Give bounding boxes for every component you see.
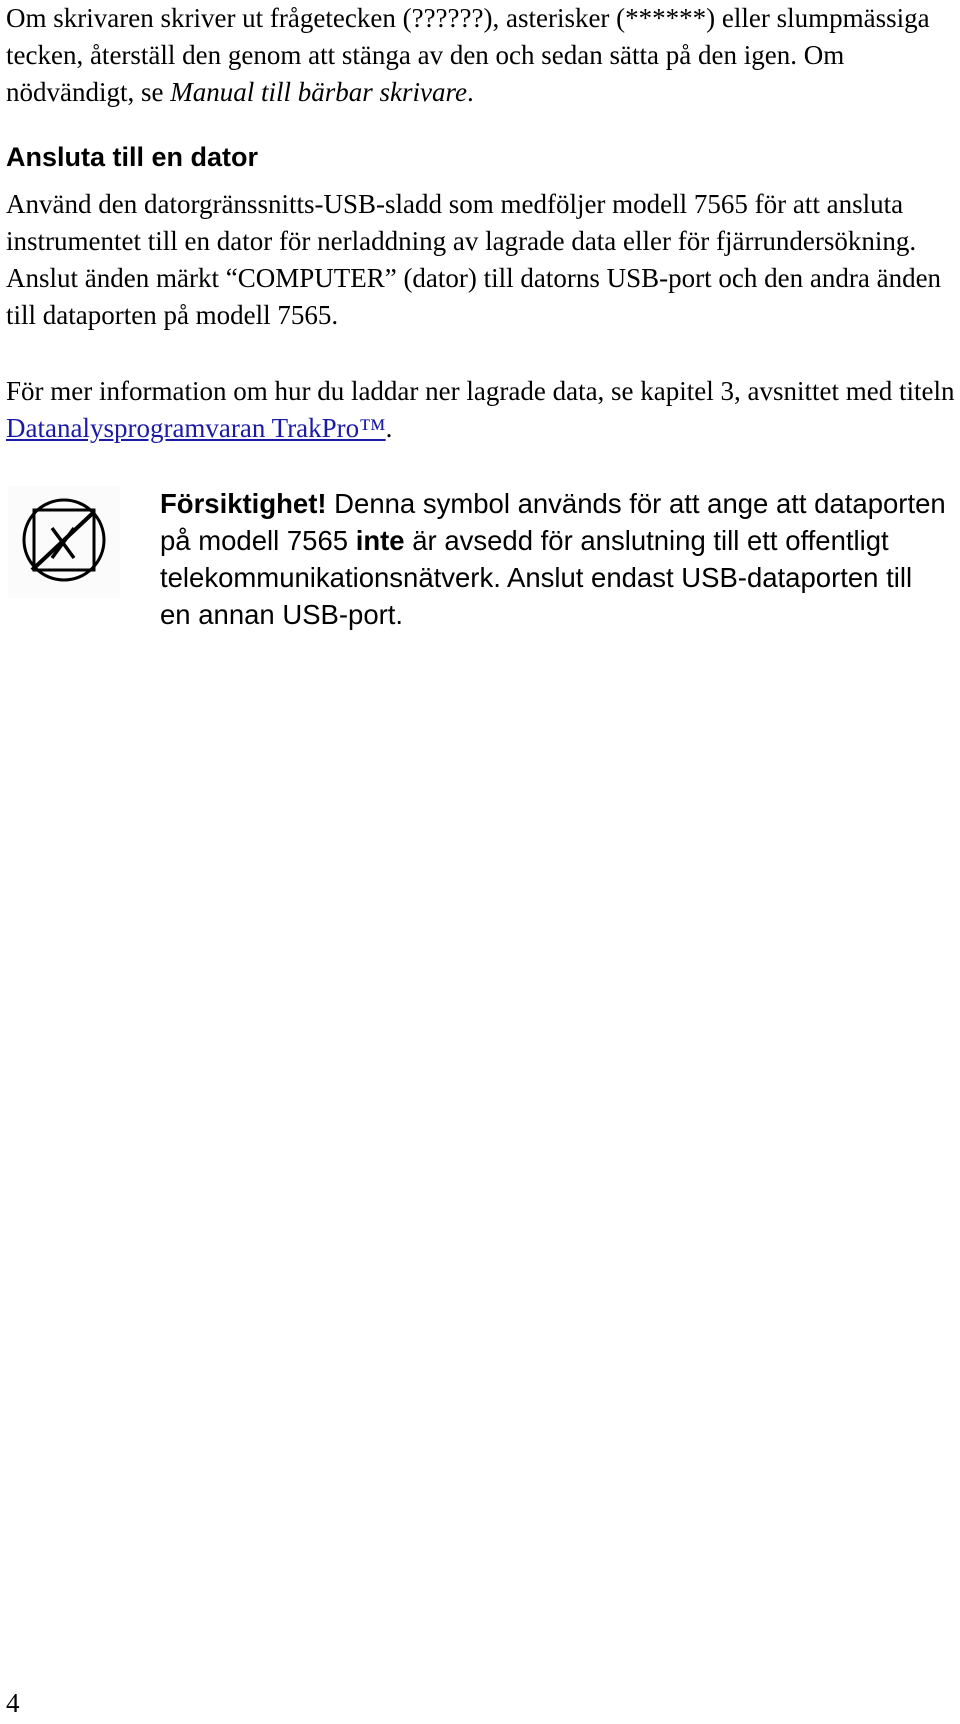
telecom-prohibited-icon — [8, 486, 120, 598]
connect-paragraph: Använd den datorgränssnitts-USB-sladd som medföljer modell 7565 för att ansluta instrumentet till en dator för nerladdning av lagrade data eller för fjärrundersökning. Anslut änden märkt “COMPUTER” (dator) till datorns USB-port och den andra änden till dataporten på modell 7565. — [6, 189, 942, 330]
page-number: 4 — [6, 1688, 20, 1718]
intro-text: Om skrivaren skriver ut frågetecken (??????), asterisker (******) eller slumpmässiga tecken, återställ den genom att stänga av den och sedan sätta på den igen. Om nödvändigt, se — [6, 3, 930, 107]
caution-label: Försiktighet! — [160, 488, 327, 519]
section-heading: Ansluta till en dator — [6, 142, 259, 172]
intro-end: . — [466, 77, 474, 107]
intro-paragraph — [6, 0, 956, 111]
caution-emphasis: inte — [355, 525, 405, 556]
caution-text-1: Denna symbol används för att ange att dataporten på modell 7565 — [160, 488, 946, 556]
caution-text-2: är avsedd för anslutning till ett offentligt telekommunikationsnätverk. Anslut endast USB-dataporten till en annan USB-port. — [160, 525, 913, 630]
manual-reference: Manual till bärbar skrivare — [170, 77, 467, 107]
more-info-text: För mer information om hur du laddar ner lagrade data, se kapitel 3, avsnittet med titeln — [6, 376, 955, 406]
more-info-paragraph — [6, 373, 956, 447]
trakpro-link[interactable]: Datanalysprogramvaran TrakPro™ — [6, 413, 386, 443]
more-info-end: . — [385, 413, 393, 443]
caution-paragraph — [160, 485, 950, 633]
